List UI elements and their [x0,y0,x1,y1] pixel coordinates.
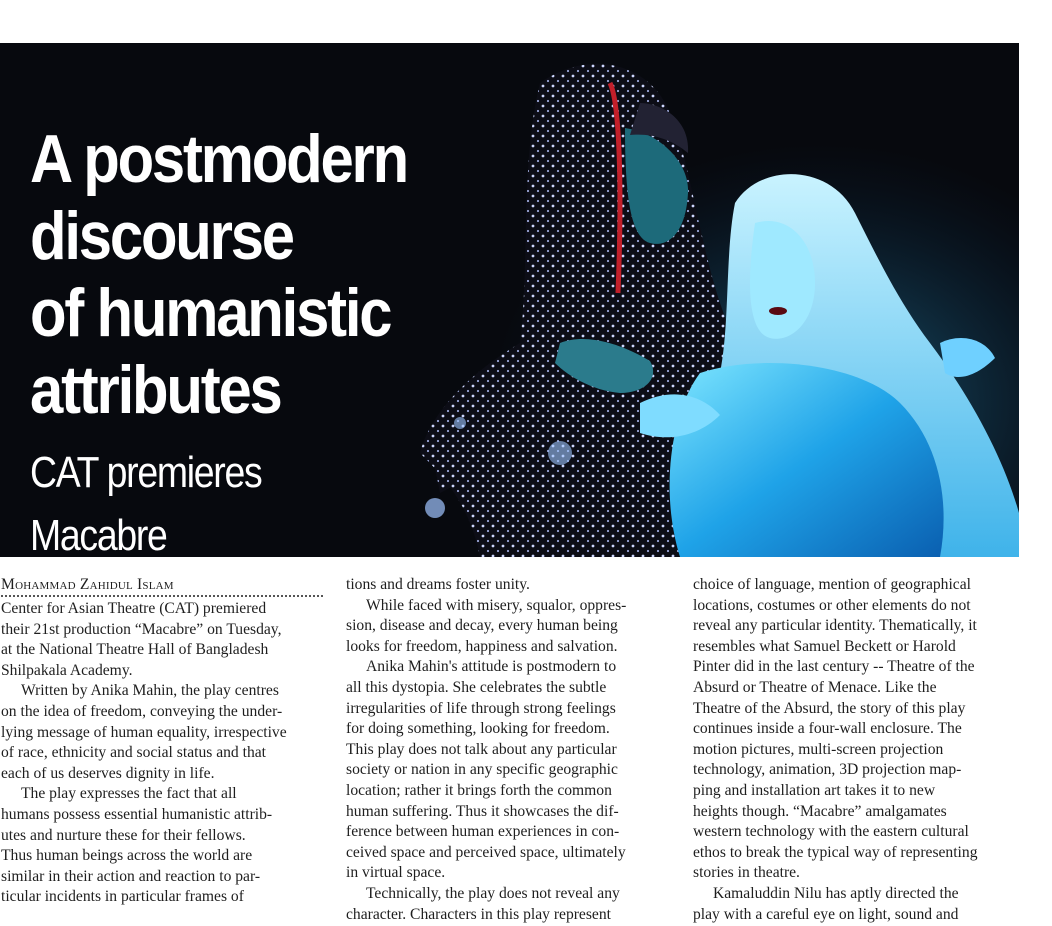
headline-line: attributes [30,352,281,428]
text-line: play with a careful eye on light, sound and [693,905,959,923]
text-line: utes and nurture these for their fellows. [1,826,246,844]
text-line: all this dystopia. She celebrates the subtle [346,678,607,696]
text-line: location; rather it brings forth the common [346,781,612,799]
text-line: While faced with misery, squalor, oppres- [366,596,627,614]
hero-photo-panel [0,43,1019,557]
text-line: in virtual space. [346,864,446,882]
text-line: Center for Asian Theatre (CAT) premiered [1,600,267,617]
text-line: each of us deserves dignity in life. [1,764,215,782]
text-line: Written by Anika Mahin, the play centres [21,682,279,700]
text-line: ference between human experiences in con- [346,823,620,841]
text-line: The play expresses the fact that all [21,785,237,803]
text-line: Kamaluddin Nilu has aptly directed the [713,884,959,902]
text-line: resembles what Samuel Beckett or Harold [693,637,956,655]
article-column-3 [693,575,1023,925]
text-line: This play does not talk about any particular [346,740,617,758]
subheadline-line: CAT premieres [30,448,262,497]
text-line: western technology with the eastern cultural [693,823,969,841]
text-line: Shilpakala Academy. [1,661,133,679]
text-line: reveal any particular identity. Thematically, it [693,617,977,635]
article-column-2 [346,575,666,925]
text-line: ethos to break the typical way of representing [693,843,978,861]
text-line: of race, ethnicity and social status and that [1,744,267,762]
byline-divider [1,595,323,597]
text-line: locations, costumes or other elements do not [693,596,971,614]
text-line: tions and dreams foster unity. [346,576,530,593]
text-line: their 21st production “Macabre” on Tuesday, [1,620,282,638]
text-line: on the idea of freedom, conveying the under- [1,702,283,720]
text-line: character. Characters in this play represent [346,905,611,923]
text-line: ticular incidents in particular frames of [1,888,244,906]
author-byline: Mohammad Zahidul Islam [1,576,174,593]
headline-line: A postmodern [30,121,407,197]
text-line: motion pictures, multi-screen projection [693,740,944,758]
text-line: Anika Mahin's attitude is postmodern to [366,658,617,676]
text-line: irregularities of life through strong feelings [346,699,616,717]
text-line: for doing something, looking for freedom. [346,720,610,738]
text-line: continues inside a four-wall enclosure. The [693,720,962,738]
text-line: sion, disease and decay, every human being [346,617,618,635]
text-line: at the National Theatre Hall of Bangladesh [1,641,269,659]
text-line: ping and installation art takes it to new [693,781,936,799]
article-column-1 [1,575,327,908]
text-line: heights though. “Macabre” amalgamates [693,802,947,820]
text-line: humans possess essential humanistic attrib- [1,805,273,823]
text-line: similar in their action and reaction to par- [1,867,261,885]
text-line: looks for freedom, happiness and salvation. [346,637,618,655]
text-line: Technically, the play does not reveal any [366,884,620,902]
text-line: choice of language, mention of geographical [693,576,971,593]
text-line: Absurd or Theatre of Menace. Like the [693,678,937,696]
headline-line: of humanistic [30,275,391,351]
headline [30,121,488,429]
text-line: technology, animation, 3D projection map- [693,761,962,779]
text-line: human suffering. Thus it showcases the dif- [346,802,619,820]
headline-line: discourse [30,198,293,274]
subheadline-line: Macabre [30,511,167,557]
subheadline [30,441,261,557]
text-line: Pinter did in the last century -- Theatre of the [693,658,975,676]
text-line: ceived space and perceived space, ultimately [346,843,626,861]
text-line: stories in theatre. [693,864,800,882]
text-line: society or nation in any specific geographic [346,761,618,779]
text-line: Theatre of the Absurd, the story of this play [693,699,966,717]
text-line: Thus human beings across the world are [1,847,253,865]
text-line: lying message of human equality, irrespective [1,723,287,741]
